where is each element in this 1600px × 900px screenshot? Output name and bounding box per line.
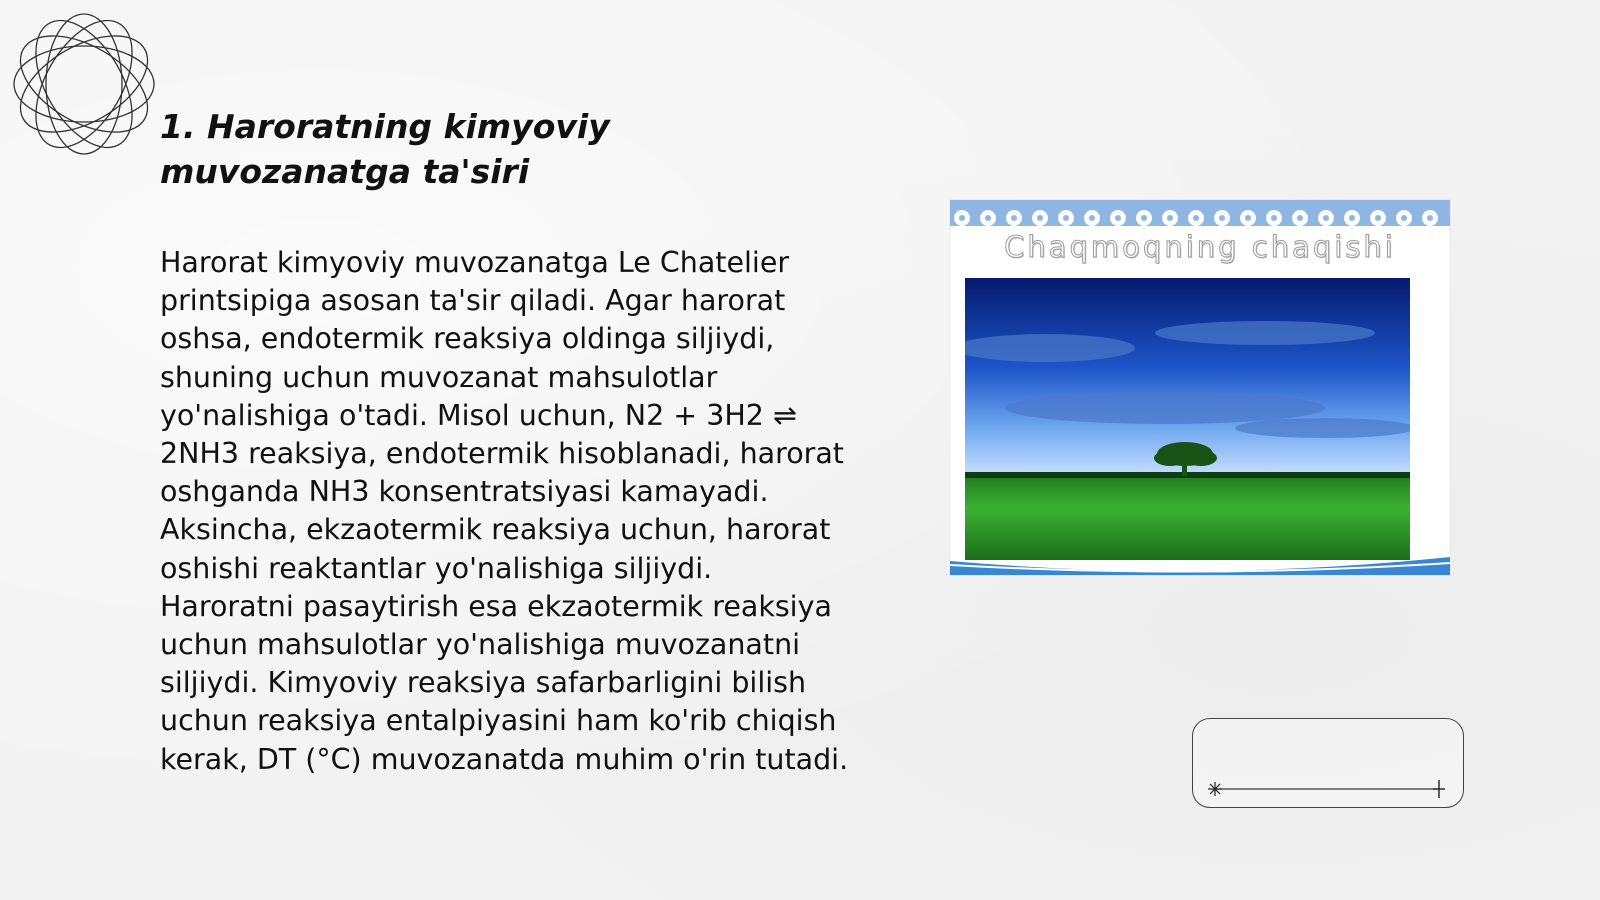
slide-title: 1. Haroratning kimyoviy muvozanatga ta'siri — [160, 107, 610, 191]
sparkle-icon — [1433, 780, 1445, 798]
sparkle-icon — [1208, 782, 1222, 796]
picture-caption: Chaqmoqning chaqishi — [1004, 230, 1396, 264]
picture-bottom-border — [950, 553, 1450, 575]
slide-body-text: Harorat kimyoviy muvozanatga Le Chatelier printsipiga asosan ta'sir qiladi. Agar harorat oshsa, endotermik reaksiya oldinga siljiydi, shuning uchun muvozanat mahsulotlar yo'nalishiga o'tadi. Misol uchun, N2 + 3H2 ⇌ 2NH3 reaksiya, endotermik hisoblanadi, harorat oshganda NH3 konsentratsiyasi kamayadi. Aksincha, ekzaotermik reaksiya uchun, harorat oshishi reaktantlar yo'nalishiga siljiydi. Haroratni pasaytirish esa ekzaotermik reaksiya uchun mahsulotlar yo'nalishiga muvozanatni siljiydi. Kimyoviy reaksiya safarbarligini bilish uchun reaksiya entalpiyasini ham ko'rib chiqish kerak, DT (°C) muvozanatda muhim o'rin tutadi. — [160, 246, 849, 776]
illustration-picture — [950, 200, 1450, 575]
landscape-image — [965, 278, 1410, 560]
lace-border — [950, 200, 1450, 234]
note-underline — [1207, 779, 1447, 799]
decorative-note-box — [1192, 718, 1464, 808]
spirograph-ornament-icon — [10, 10, 158, 158]
